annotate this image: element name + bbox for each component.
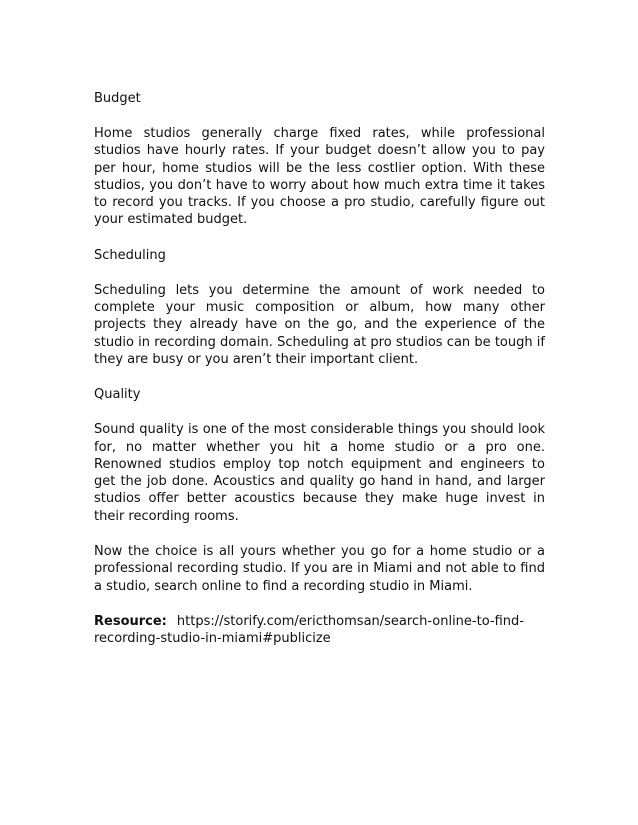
section-heading-quality: Quality	[94, 387, 141, 403]
section-body-scheduling: Scheduling lets you determine the amount of work needed to complete your music composition or album, how many other projects they already have on the go, and the experience of the studio in recording domain. Scheduling at pro studios can be tough if they are busy or you aren’t their important client.	[94, 282, 545, 367]
section-heading-budget: Budget	[94, 91, 141, 106]
section-body-budget: Home studios generally charge fixed rates, while professional studios have hourly rates. If your budget doesn’t allow you to pay per hour, home studios will be the less costlier option. With these studios, you don’t have to worry about how much extra time it takes to record you tracks. If you choose a pro studio, carefully figure out your estimated budget.	[94, 126, 545, 228]
resource-url: https://storify.com/ericthomsan/search-online-to-find-recording-studio-in-miami#publicize	[94, 613, 524, 647]
resource-line	[94, 613, 545, 648]
section-heading-scheduling: Scheduling	[94, 247, 166, 263]
resource-label: Resource:	[94, 613, 167, 629]
closing-paragraph: Now the choice is all yours whether you go for a home studio or a professional recording studio. If you are in Miami and not able to find a studio, search online to find a recording studio in Miami.	[94, 544, 545, 594]
section-body-quality: Sound quality is one of the most considerable things you should look for, no matter whether you hit a home studio or a pro one. Renowned studios employ top notch equipment and engineers to get the job done. Acoustics and quality go hand in hand, and larger studios offer better acoustics because they make huge invest in their recording rooms.	[94, 422, 545, 524]
document-page	[94, 90, 545, 648]
